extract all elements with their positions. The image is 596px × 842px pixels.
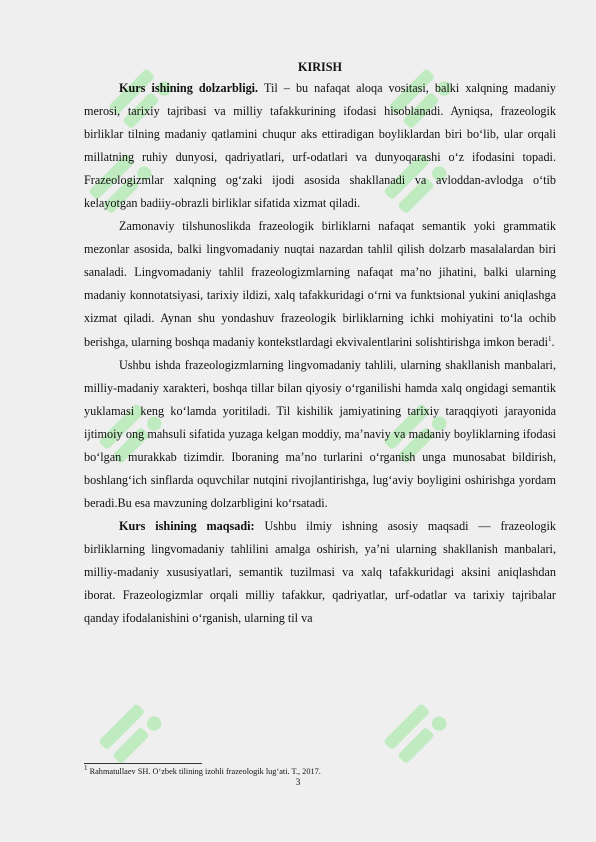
paragraph-text: Til – bu nafaqat aloqa vositasi, balki xalqning madaniy merosi, tarixiy tajribasi va milliy tafakkurining ifodasi hisoblanadi. Ayniqsa, frazeologik birliklar tilning madaniy qatlamini chuqur aks ettiradigan boyliklardan biri bo‘lib, ular orqali millatning ruhiy dunyosi, qadriyatlari, urf-odatlari va dunyoqarashi o‘z ifodasini topadi. Frazeologizmlar xalqning og‘zaki ijodi asosida shakllanadi va avloddan-avlodga o‘tib kelayotgan badiiy-obrazli birliklar sifatida xizmat qiladi. (84, 81, 556, 211)
footnote-text: Rahmatullaev SH. O‘zbek tilining izohli frazeologik lug‘ati. T., 2017. (87, 767, 321, 776)
footnote-number: 1 (84, 764, 88, 773)
paragraph-this-work (84, 354, 556, 515)
page-title: KIRISH (297, 60, 343, 74)
paragraph-goal (84, 515, 556, 630)
main-text (84, 57, 556, 630)
paragraph-relevance (84, 77, 556, 215)
footnote (84, 766, 321, 777)
paragraph-text: Zamonaviy tilshunoslikda frazeologik birliklarni nafaqat semantik yoki grammatik mezonlar asosida, balki lingvomadaniy nuqtai nazardan tahlil qilish dolzarb masalalardan biri sanaladi. Lingvomadaniy tahlil frazeologizmlarning nafaqat ma’no jihatini, balki ularning madaniy konnotatsiyasi, tarixiy ildizi, xalq tafakkuridagi o‘rni va funktsional yukini aniqlashga xizmat qiladi. Aynan shu yondashuv frazeologik birliklarning ichki mohiyatini to‘la ochib berishga, ularning boshqa madaniy kontekstlardagi ekvivalentlarini solishtirishga imkon beradi (84, 219, 556, 349)
page-number: 3 (295, 778, 301, 788)
paragraph-text: Ushbu ishda frazeologizmlarning lingvomadaniy tahlili, ularning shakllanish manbalari, milliy-madaniy xarakteri, boshqa tillar bilan qiyosiy o‘rganilishi hamda xalq ongidagi semantik yuklamasi keng ko‘lamda yoritiladi. Til kishilik jamiyatining tarixiy taraqqiyoti jarayonida ijtimoiy ong mahsuli sifatida yuzaga kelgan moddiy, ma’naviy va madaniy boyliklarning ifodasi bo‘lgan murakkab tizimdir. Iboraning ma’no turlarini o‘rganish unga munosabat bildirish, boshlang‘ich sinflarda oquvchilar nutqini rivojlantirishga, lug‘aviy boyligini oshirishga yordam beradi.Bu esa mavzuning dolzarbligini ko‘rsatadi. (84, 357, 556, 510)
paragraph-modern-linguistics (84, 215, 556, 353)
footnote-divider (84, 763, 202, 764)
paragraph-tail: . (551, 334, 555, 349)
paragraph-lead: Kurs ishining dolzarbligi. (119, 81, 259, 95)
paragraph-text: Ushbu ilmiy ishning asosiy maqsadi — frazeologik birliklarning lingvomadaniy tahlilini amalga oshirish, ya’ni ularning shakllanish manbalari, milliy-madaniy xususiyatlari, semantik tuzilmasi va xalq tafakkuridagi aksini aniqlashdan iborat. Frazeologizmlar orqali milliy tafakkur, qadriyatlar, urf-odatlar va tarixiy tajribalar qanday ifodalanishini o‘rganish, ularning til va (84, 518, 556, 626)
watermark-logo-icon (370, 690, 460, 780)
paragraph-lead: Kurs ishining maqsadi: (119, 518, 255, 533)
footnote-ref[interactable]: 1 (548, 334, 552, 343)
